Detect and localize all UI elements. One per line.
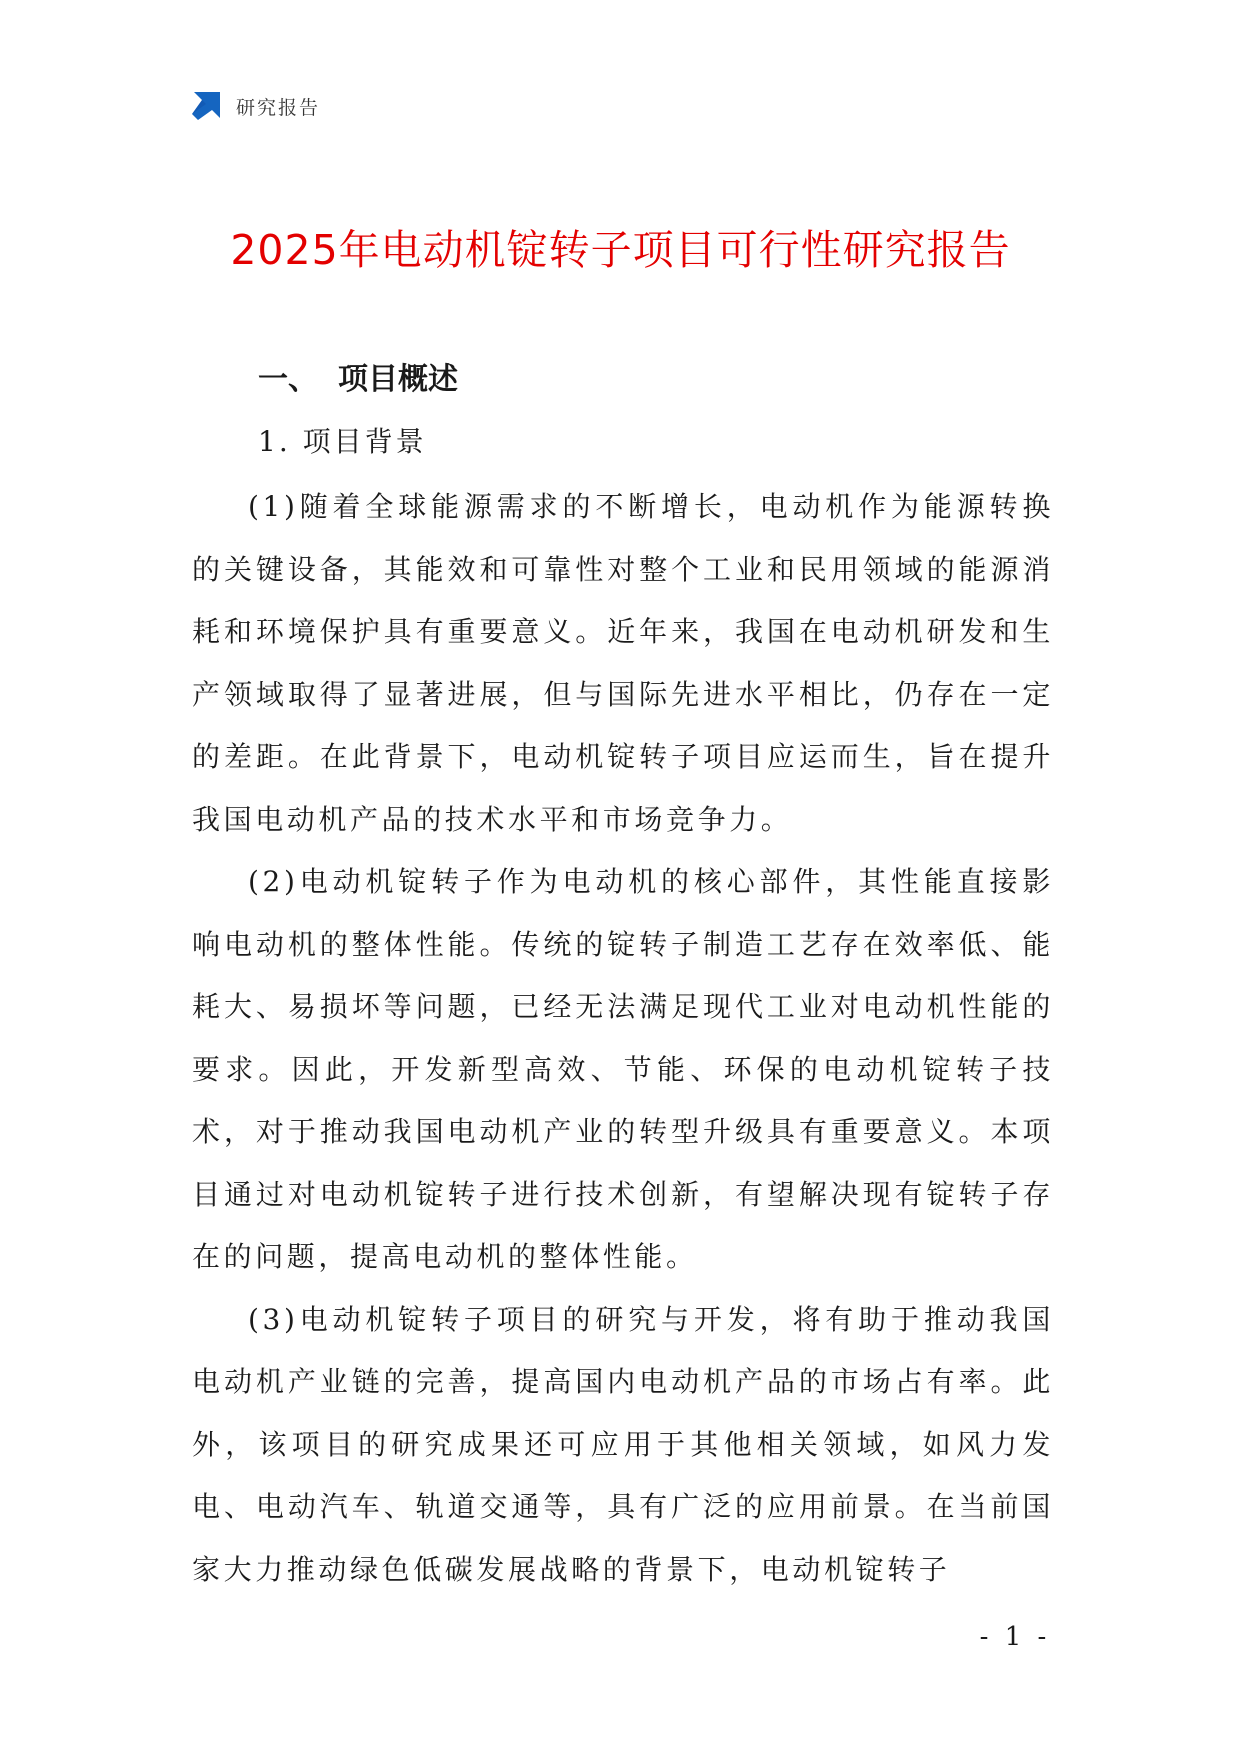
section-title: 项目概述 [338, 362, 458, 397]
document-title: 2025年电动机锭转子项目可行性研究报告 [230, 226, 1011, 274]
header-label: 研究报告 [236, 96, 321, 119]
paragraph-1: (1)随着全球能源需求的不断增长，电动机作为能源转换的关键设备，其能效和可靠性对整个工业和民用领域的能源消耗和环境保护具有重要意义。近年来，我国在电动机研发和生产领域取得了显著进展，但与国际先进水平相比，仍存在一定的差距。在此背景下，电动机锭转子项目应运而生，旨在提升我国电动机产品的技术水平和市场竞争力。 [192, 490, 1054, 836]
paragraph-2: (2)电动机锭转子作为电动机的核心部件，其性能直接影响电动机的整体性能。传统的锭转子制造工艺存在效率低、能耗大、易损坏等问题，已经无法满足现代工业对电动机性能的要求。因此，开发新型高效、节能、环保的电动机锭转子技术，对于推动我国电动机产业的转型升级具有重要意义。本项目通过对电动机锭转子进行技术创新，有望解决现有锭转子存在的问题，提高电动机的整体性能。 [192, 865, 1054, 1273]
arrow-up-right-icon [190, 90, 222, 122]
document-body [192, 476, 1054, 1601]
document-header [190, 88, 320, 124]
paragraph-3: (3)电动机锭转子项目的研究与开发，将有助于推动我国电动机产业链的完善，提高国内电动机产品的市场占有率。此外，该项目的研究成果还可应用于其他相关领域，如风力发电、电动汽车、轨道交通等，具有广泛的应用前景。在当前国家大力推动绿色低碳发展战略的背景下，电动机锭转子 [192, 1302, 1054, 1586]
section-heading [258, 358, 458, 402]
section-number: 一、 [258, 362, 318, 397]
subsection-heading: 1. 项目背景 [258, 425, 427, 458]
page-number: - 1 - [979, 1622, 1051, 1652]
